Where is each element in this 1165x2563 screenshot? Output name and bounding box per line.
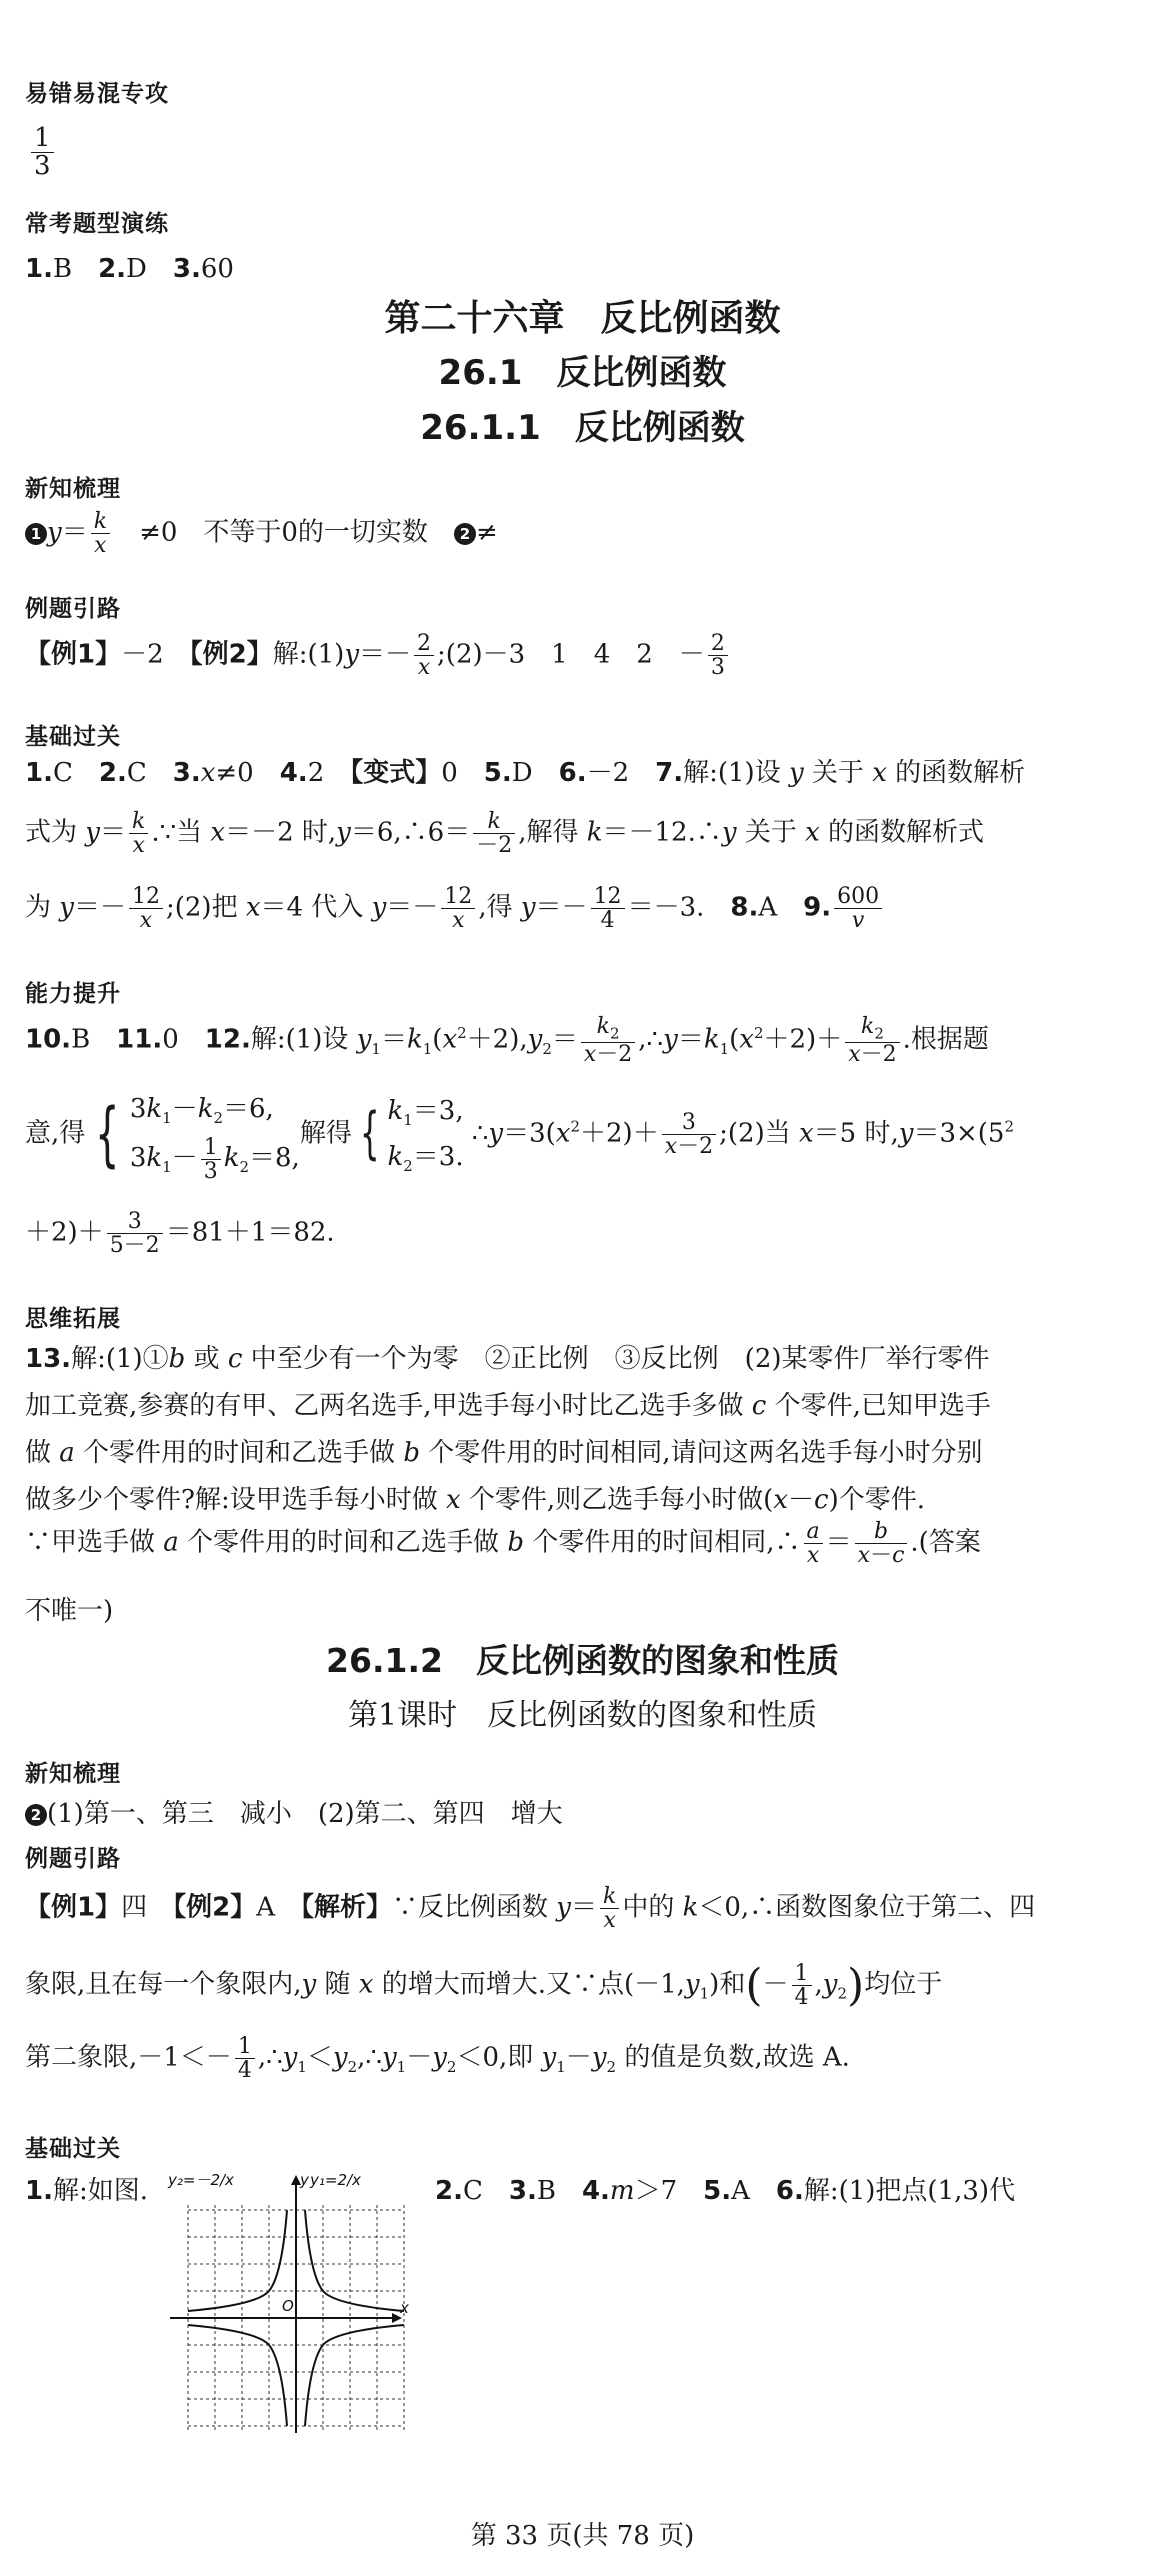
jichu-line-2: 式为 y＝ $\frac{k}{x}$ .∵当 x＝－2 时,y＝6,∴6＝ $\frac{k}{-2}$ ,解得 k＝－12.∴y 关于 x 的函数解析式 bbox=[25, 809, 985, 859]
chapter-title: 第二十六章 反比例函数 bbox=[384, 298, 781, 339]
curve-y2-q4 bbox=[305, 2325, 404, 2426]
xinzhi-2-answers: 2 (1)第一、第三 减小 (2)第二、第四 增大 bbox=[25, 1793, 563, 1830]
page-footer: 第 33 页(共 78 页) bbox=[470, 2521, 695, 2551]
jichu-2-line-a: 1.解:如图. bbox=[25, 2176, 148, 2206]
nengli-line-3: ＋2)＋ $\frac{3}{5-2}$ ＝81＋1＝82. bbox=[25, 1209, 335, 1259]
liti-2-line-1: 【例1】四 【例2】A 【解析】∵反比例函数 y＝ $\frac{k}{x}$ 中的 k＜0,∴函数图象位于第二、四 bbox=[25, 1884, 1036, 1934]
siwei-line-1: 13.解:(1)①b 或 c 中至少有一个为零 ②正比例 ③反比例 (2)某零件厂举行零件 bbox=[25, 1344, 990, 1374]
axis-label-y: y bbox=[300, 2171, 309, 2189]
siwei-line-4: 做多少个零件?解:设甲选手每小时做 x 个零件,则乙选手每小时做(x－c)个零件. bbox=[25, 1485, 925, 1515]
origin-label: O bbox=[282, 2297, 294, 2315]
liti-2-line-3: 第二象限,－1＜－ $\frac{1}{4}$ $,\therefore y_1<y_2,\therefore y_1-y_2<0$,即 $y_1-y_2$ 的值是负数,故选 A. bbox=[25, 2034, 850, 2084]
heading-liti-2: 例题引路 bbox=[25, 1846, 121, 1872]
label-y2: y₂=－2/x bbox=[168, 2171, 234, 2189]
heading-jichu: 基础过关 bbox=[25, 724, 121, 750]
heading-xinzhi-2: 新知梳理 bbox=[25, 1761, 121, 1787]
xinzhi-answers: 1 y＝ $\frac{k}{x}$ ≠0 不等于0的一切实数 2 ≠ bbox=[25, 510, 498, 557]
siwei-line-6: 不唯一) bbox=[25, 1596, 114, 1626]
heading-yicuo: 易错易混专攻 bbox=[25, 81, 169, 107]
answers-changkao: 1.B 2.D 3.60 bbox=[25, 254, 234, 284]
heading-liti: 例题引路 bbox=[25, 596, 121, 622]
siwei-line-3: 做 a 个零件用的时间和乙选手做 b 个零件用的时间相同,请问这两名选手每小时分别 bbox=[25, 1438, 983, 1468]
nengli-line-1: 10.B 11.0 12.解:(1)设 $y_1=k_1(x^2+2),y_2=$ $\frac{k_2}{x-2}$ $,\therefore y=k_1(x^2+2)+$ $\frac{k_2}{x-2}$ .根据题 bbox=[25, 1014, 989, 1068]
section-title-26-1: 26.1 反比例函数 bbox=[438, 353, 727, 393]
heading-xinzhi: 新知梳理 bbox=[25, 476, 121, 502]
curve-y1-q1 bbox=[305, 2210, 404, 2311]
curve-y2-q2 bbox=[188, 2210, 287, 2311]
siwei-line-2: 加工竞赛,参赛的有甲、乙两名选手,甲选手每小时比乙选手多做 c 个零件,已知甲选手 bbox=[25, 1391, 991, 1421]
lesson-title: 第1课时 反比例函数的图象和性质 bbox=[347, 1698, 818, 1733]
section-title-26-1-1: 26.1.1 反比例函数 bbox=[420, 408, 745, 448]
liti-2-line-2: 象限,且在每一个象限内,y 随 x 的增大而增大.又∵点$(-1,y_1)$和(－ $\frac{1}{4}$ $,y_2$)均位于 bbox=[25, 1960, 943, 2011]
siwei-line-5: ∵甲选手做 a 个零件用的时间和乙选手做 b 个零件用的时间相同,∴ $\frac{a}{x}$ ＝ $\frac{b}{x-c}$ .(答案 bbox=[25, 1519, 981, 1569]
section-title-26-1-2: 26.1.2 反比例函数的图象和性质 bbox=[326, 1641, 839, 1680]
jichu-line-1: 1.C 2.C 3.x≠0 4.2 【变式】0 5.D 6.－2 7.解:(1)设 y 关于 x 的函数解析 bbox=[25, 758, 1026, 788]
label-y1: y₁=2/x bbox=[310, 2171, 361, 2189]
curve-y1-q3 bbox=[188, 2325, 287, 2426]
heading-changkao: 常考题型演练 bbox=[25, 211, 169, 237]
axis-label-x: x bbox=[400, 2299, 409, 2317]
answer-fraction: $\frac{1}{3}$ bbox=[28, 125, 57, 181]
nengli-line-2: 意,得 { $3k_1-k_2=6$, $3k_1-$ $\frac{1}{3}$ $k_2=8$,解得 { $k_1=3$, $k_2=3$. $\therefore y=3(x^2+2)+$ $\frac{3}{x-2}$ ;(2)当 x＝5 时$,y=3\times(5^2$ bbox=[25, 1093, 1014, 1184]
hyperbola-graph bbox=[160, 2165, 410, 2435]
jichu-line-3: 为 y＝－ $\frac{12}{x}$ ;(2)把 x＝4 代入 y＝－ $\frac{12}{x}$ ,得 y＝－ $\frac{12}{4}$ ＝－3. 8.A 9. $\frac{600}{v}$ bbox=[25, 885, 885, 932]
heading-nengli: 能力提升 bbox=[25, 981, 121, 1007]
heading-siwei: 思维拓展 bbox=[25, 1306, 121, 1332]
jichu-2-line-b: 2.C 3.B 4.m＞7 5.A 6.解:(1)把点(1,3)代 bbox=[435, 2176, 1016, 2206]
heading-jichu-2: 基础过关 bbox=[25, 2136, 121, 2162]
liti-answers: 【例1】－2 【例2】解:(1)y＝－ $\frac{2}{x}$ ;(2)－3 1 4 2 － $\frac{2}{3}$ bbox=[25, 632, 731, 679]
